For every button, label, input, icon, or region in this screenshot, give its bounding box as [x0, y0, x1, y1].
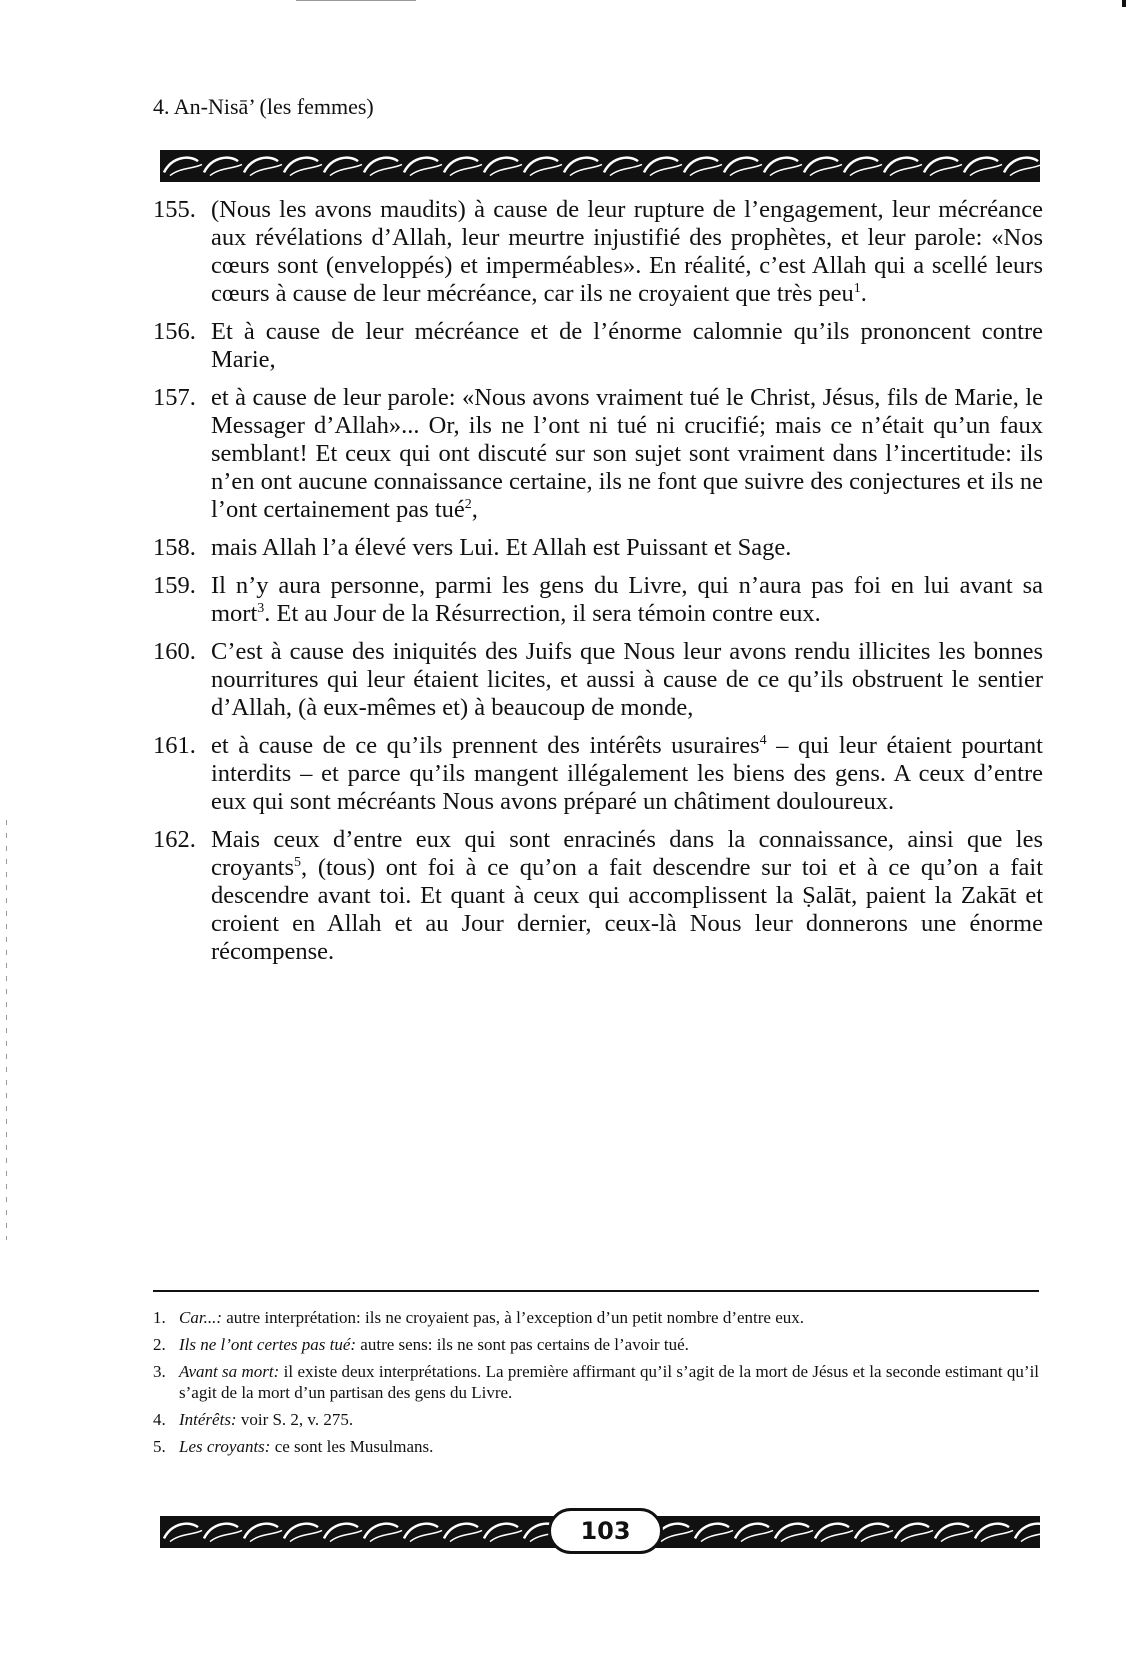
chain-link: [290, 1530, 322, 1541]
chain-link: [781, 1530, 813, 1541]
footnote: [153, 1409, 1039, 1430]
chain-link: [981, 1530, 1013, 1541]
verse-text: et à cause de leur parole: «Nous avons vraiment tué le Christ, Jésus, fils de Marie, le Messager d’Allah»... Or, ils ne l’ont ni tué ni crucifié; mais ce n’était qu’un faux semblant! Et ceux qui ont discuté sur son sujet sont vraiment dans l’incertitude: ils n’en ont aucune connaissance certaine, ils ne font que suivre des conjectures et ils ne l’ont certainement pas tué$^2$,: [211, 384, 1044, 523]
chain-link: [770, 164, 802, 175]
footnote-ref: 3: [257, 601, 265, 616]
chain-link: [850, 164, 882, 175]
verse-text: (Nous les avons maudits) à cause de leur rupture de l’engagement, leur mécréance aux révélations d’Allah, leur meurtre injustifié des prophètes, et leur parole: «Nos cœurs sont (enveloppés) et imperméables». En réalité, c’est Allah qui a scellé leurs cœurs à cause de leur mécréance, car ils ne croyaient que très peu$^1$.: [211, 196, 1043, 307]
verse-number: 158.: [153, 534, 196, 561]
chain-link: [370, 1530, 402, 1541]
verse-list: [153, 196, 1043, 976]
chain-link: [330, 164, 362, 175]
footnote-ref: 1: [853, 281, 861, 296]
footnote-term: Car...:: [179, 1308, 222, 1327]
verse-number: 159.: [153, 572, 196, 599]
chain-ornament: [160, 150, 1040, 182]
footnote-number: 5.: [153, 1437, 166, 1456]
chain-link: [941, 1530, 973, 1541]
footnote-term: Les croyants:: [179, 1437, 271, 1456]
verse: [153, 318, 1043, 374]
footnote-number: 4.: [153, 1410, 166, 1429]
chain-link: [490, 164, 522, 175]
chain-link: [490, 1530, 522, 1541]
bottom-ornament-band-left: [160, 1516, 560, 1548]
running-head: 4. An-Nisā’ (les femmes): [153, 94, 374, 119]
chain-link: [170, 164, 202, 175]
verse-text: C’est à cause des iniquités des Juifs que Nous leur avons rendu illicites les bonnes nourritures qui leur étaient licites, et aussi à cause de ce qu’ils obstruent le sentier d’Allah, (à eux-mêmes et) à beaucoup de monde,: [211, 638, 1043, 721]
chain-link: [330, 1530, 362, 1541]
chain-link: [661, 1530, 693, 1541]
verse-number: 162.: [153, 826, 196, 853]
chain-link: [741, 1530, 773, 1541]
chain-link: [610, 164, 642, 175]
footnote: [153, 1307, 1039, 1328]
chain-link: [970, 164, 1002, 175]
chain-link: [290, 164, 322, 175]
footnote: [153, 1334, 1039, 1355]
verse-text: Mais ceux d’entre eux qui sont enracinés dans la connaissance, ainsi que les croyants$^5$, (tous) ont foi à ce qu’on a fait descendre sur toi et à ce qu’on a fait descendre avant toi. Et quant à ceux qui accomplissent la Ṣalāt, paient la Zakāt et croient en Allah et au Jour dernier, ceux-là Nous leur donnerons une énorme récompense.: [211, 826, 1043, 965]
verse: [153, 384, 1043, 524]
verse-number: 156.: [153, 318, 196, 345]
footnote-ref: 2: [464, 497, 472, 512]
footnote: [153, 1436, 1039, 1457]
footnote-term: Avant sa mort:: [179, 1362, 280, 1381]
footnote: [153, 1361, 1039, 1403]
verse-number: 157.: [153, 384, 196, 411]
chain-link: [690, 164, 722, 175]
footnote-text: Avant sa mort: il existe deux interprétations. La première affirmant qu’il s’agit de la mort de Jésus et la seconde estimant qu’il s’agit de la mort d’un partisan des gens du Livre.: [179, 1362, 1040, 1402]
verse: [153, 534, 1043, 562]
verse: [153, 826, 1043, 966]
footnote-number: 3.: [153, 1362, 166, 1381]
verse-number: 161.: [153, 732, 196, 759]
chain-link: [730, 164, 762, 175]
chain-link: [370, 164, 402, 175]
chain-link: [1010, 164, 1040, 175]
chain-ornament: [160, 1516, 560, 1548]
chain-link: [930, 164, 962, 175]
footnote-ref: 5: [294, 855, 301, 870]
verse-number: 160.: [153, 638, 196, 665]
footnote-number: 2.: [153, 1335, 166, 1354]
footnote-ref: 4: [759, 733, 767, 748]
chain-link: [450, 1530, 482, 1541]
chain-link: [890, 164, 922, 175]
verse-number: 155.: [153, 196, 196, 223]
chain-ornament: [651, 1516, 1040, 1548]
chain-link: [650, 164, 682, 175]
verse-text: Il n’y aura personne, parmi les gens du Livre, qui n’aura pas foi en lui avant sa mort$^3$. Et au Jour de la Résurrection, il sera témoin contre eux.: [211, 572, 1043, 627]
scan-corner-mark: [1122, 0, 1126, 7]
chain-link: [1015, 1524, 1040, 1539]
footnote-text: Intérêts: voir S. 2, v. 275.: [179, 1410, 354, 1429]
verse-text: Et à cause de leur mécréance et de l’énorme calomnie qu’ils prononcent contre Marie,: [211, 318, 1043, 373]
footnote-text: Ils ne l’ont certes pas tué: autre sens: ils ne sont pas certains de l’avoir tué.: [179, 1335, 689, 1354]
chain-link: [530, 164, 562, 175]
page-number: 103: [548, 1508, 663, 1554]
footnote-number: 1.: [153, 1308, 166, 1327]
chain-link: [450, 164, 482, 175]
top-ornament-band: [160, 150, 1040, 182]
verse-text: et à cause de ce qu’ils prennent des intérêts usuraires$^4$ – qui leur étaient pourtant interdits – et parce qu’ils mangent illégalement les biens des gens. A ceux d’entre eux qui sont mécréants Nous avons préparé un châtiment douloureux.: [211, 732, 1043, 815]
footnote-list: [153, 1307, 1039, 1463]
chain-link: [250, 164, 282, 175]
chain-link: [861, 1530, 893, 1541]
footnote-term: Ils ne l’ont certes pas tué:: [179, 1335, 357, 1354]
chain-link: [1021, 1530, 1040, 1541]
chain-link: [701, 1530, 733, 1541]
chain-link: [570, 164, 602, 175]
scan-edge-line: [296, 0, 416, 1]
chain-link: [210, 164, 242, 175]
chain-link: [810, 164, 842, 175]
verse-text: mais Allah l’a élevé vers Lui. Et Allah est Puissant et Sage.: [211, 534, 792, 561]
chain-link: [410, 1530, 442, 1541]
chain-link: [170, 1530, 202, 1541]
footnote-separator: [153, 1290, 1039, 1292]
footnote-text: Les croyants: ce sont les Musulmans.: [179, 1437, 434, 1456]
verse: [153, 196, 1043, 308]
chain-link: [821, 1530, 853, 1541]
chain-link: [210, 1530, 242, 1541]
scan-edge-dots: [6, 820, 7, 1240]
bottom-ornament-band-right: [651, 1516, 1040, 1548]
footnote-term: Intérêts:: [179, 1410, 237, 1429]
verse: [153, 638, 1043, 722]
chain-link: [250, 1530, 282, 1541]
chain-link: [410, 164, 442, 175]
footnote-text: Car...: autre interprétation: ils ne croyaient pas, à l’exception d’un petit nombre d’entre eux.: [179, 1308, 805, 1327]
verse: [153, 732, 1043, 816]
chain-link: [901, 1530, 933, 1541]
verse: [153, 572, 1043, 628]
